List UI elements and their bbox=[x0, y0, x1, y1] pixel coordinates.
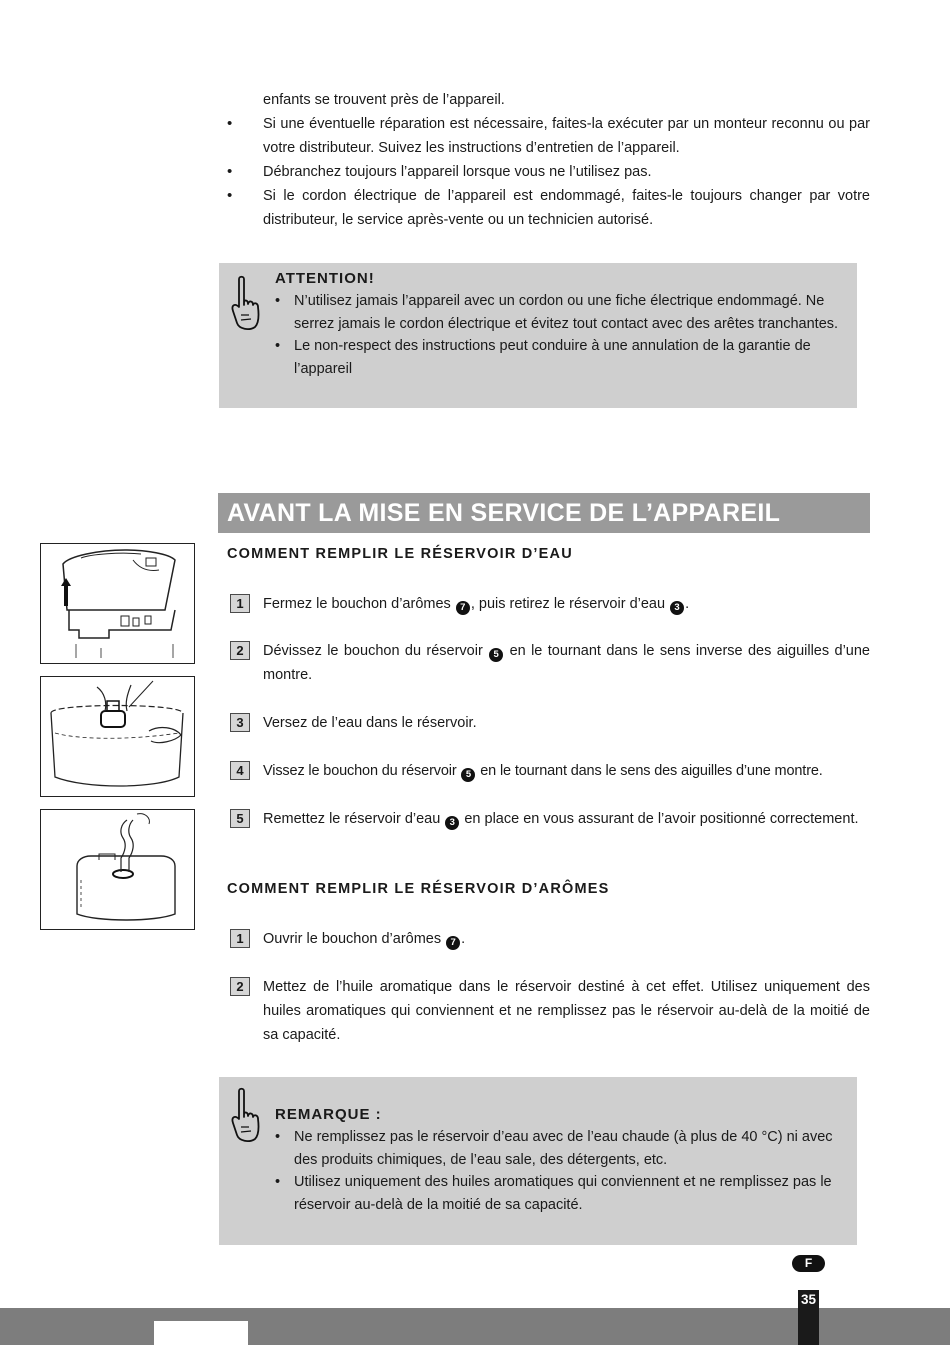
step-text: Remettez le réservoir d’eau 3 en place en vous assurant de l’avoir positionné correctement. bbox=[263, 811, 859, 828]
attention-item: • N’utilisez jamais l’appareil avec un cordon ou une fiche électrique endommagé. Ne serrez jamais le cordon électrique et évitez tout contact avec des arêtes tranchantes. bbox=[275, 290, 845, 335]
step-number: 3 bbox=[230, 713, 250, 732]
remark-item: • Utilisez uniquement des huiles aromatiques qui conviennent et ne remplissez pas le réservoir au-delà de la moitié de sa capacité. bbox=[275, 1171, 845, 1216]
part-number-badge: 3 bbox=[670, 601, 684, 615]
attention-item: • Le non-respect des instructions peut conduire à une annulation de la garantie de l’appareil bbox=[275, 335, 845, 380]
remark-title: REMARQUE : bbox=[275, 1106, 382, 1123]
step-number: 2 bbox=[230, 977, 250, 996]
safety-item: • Si une éventuelle réparation est nécessaire, faites-la exécuter par un monteur reconnu ou par votre distributeur. Suivez les instructions d’entretien de l’appareil. bbox=[222, 112, 870, 160]
step-text: Versez de l’eau dans le réservoir. bbox=[263, 715, 477, 731]
step-number: 2 bbox=[230, 641, 250, 660]
step-text: Dévissez le bouchon du réservoir 5 en le tournant dans le sens inverse des aiguilles d’une montre. bbox=[263, 643, 870, 683]
step-number: 1 bbox=[230, 929, 250, 948]
water-step bbox=[230, 711, 870, 735]
part-number-badge: 7 bbox=[456, 601, 470, 615]
humidifier-cap-illustration bbox=[41, 677, 193, 795]
section-title: AVANT LA MISE EN SERVICE DE L’APPAREIL bbox=[218, 493, 870, 533]
part-number-badge: 7 bbox=[446, 936, 460, 950]
figure-fill-water bbox=[40, 809, 195, 930]
figure-remove-tank bbox=[40, 543, 195, 664]
humidifier-tank-lift-illustration bbox=[41, 544, 193, 662]
humidifier-filling-illustration bbox=[41, 810, 193, 928]
pointing-hand-icon bbox=[227, 275, 263, 333]
water-step bbox=[230, 807, 870, 831]
aroma-step bbox=[230, 975, 870, 1047]
safety-item: • Débranchez toujours l’appareil lorsque vous ne l’utilisez pas. bbox=[222, 160, 870, 184]
language-badge: F bbox=[792, 1255, 825, 1272]
page-number: 35 bbox=[800, 1292, 817, 1307]
water-heading: COMMENT REMPLIR LE RÉSERVOIR D’EAU bbox=[227, 546, 573, 562]
safety-list bbox=[222, 88, 870, 232]
safety-item: enfants se trouvent près de l’appareil. bbox=[263, 92, 505, 108]
step-number: 1 bbox=[230, 594, 250, 613]
pointing-hand-icon bbox=[227, 1087, 263, 1145]
attention-title: ATTENTION! bbox=[275, 270, 375, 287]
safety-item: • Si le cordon électrique de l’appareil est endommagé, faites-le toujours changer par votre distributeur, le service après-vente ou un technicien autorisé. bbox=[222, 184, 870, 232]
water-step bbox=[230, 759, 870, 783]
step-text: Vissez le bouchon du réservoir 5 en le tournant dans le sens des aiguilles d’une montre. bbox=[263, 763, 823, 780]
water-step bbox=[230, 639, 870, 687]
remark-item: • Ne remplissez pas le réservoir d’eau avec de l’eau chaude (à plus de 40 °C) ni avec des produits chimiques, de l’eau sale, des détergents, etc. bbox=[275, 1126, 845, 1171]
step-number: 5 bbox=[230, 809, 250, 828]
aroma-heading: COMMENT REMPLIR LE RÉSERVOIR D’ARÔMES bbox=[227, 881, 610, 897]
attention-list bbox=[275, 290, 845, 380]
part-number-badge: 5 bbox=[489, 648, 503, 662]
attention-box bbox=[219, 263, 857, 408]
remark-box bbox=[219, 1077, 857, 1245]
water-step bbox=[230, 592, 870, 616]
part-number-badge: 5 bbox=[461, 768, 475, 782]
part-number-badge: 3 bbox=[445, 816, 459, 830]
footer-label-area bbox=[154, 1321, 248, 1345]
step-number: 4 bbox=[230, 761, 250, 780]
step-text: Mettez de l’huile aromatique dans le réservoir destiné à cet effet. Utilisez uniquement des huiles aromatiques qui conviennent et ne remplissez pas le réservoir au-delà de la moitié de sa capacité. bbox=[263, 979, 870, 1043]
step-text: Fermez le bouchon d’arômes 7 , puis retirez le réservoir d’eau 3 . bbox=[263, 596, 690, 613]
step-text: Ouvrir le bouchon d’arômes 7 . bbox=[263, 931, 466, 948]
remark-list bbox=[275, 1126, 845, 1216]
figure-unscrew-cap bbox=[40, 676, 195, 797]
aroma-step bbox=[230, 927, 870, 951]
